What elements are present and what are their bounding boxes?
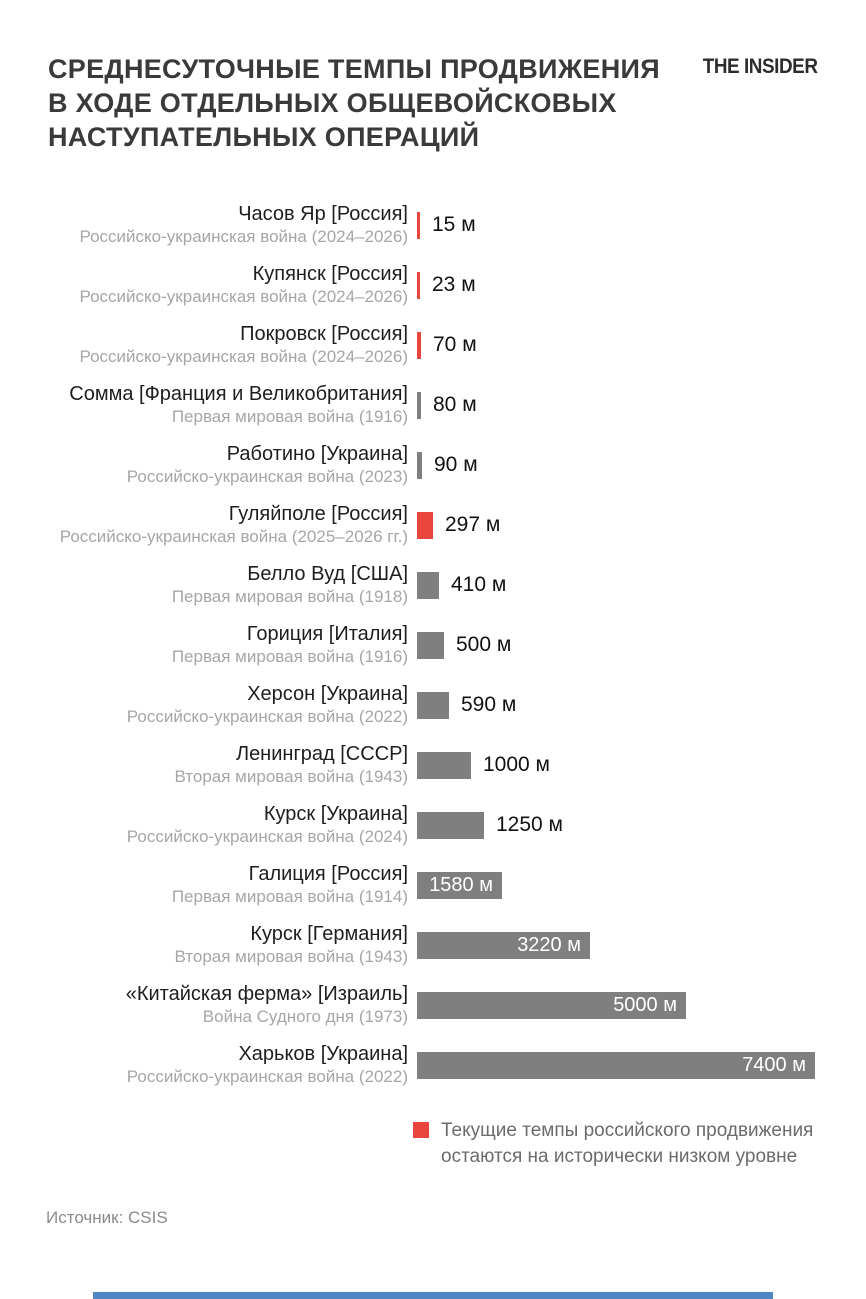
the-insider-logo: THE INSIDER [703, 55, 818, 78]
title-line: В ХОДЕ ОТДЕЛЬНЫХ ОБЩЕВОЙСКОВЫХ [48, 88, 617, 118]
chart-row [48, 922, 818, 968]
chart-row [48, 982, 818, 1028]
war-label: Российско-украинская война (2024–2026) [79, 347, 408, 366]
operation-name: Покровск [Россия] [240, 323, 408, 345]
operation-name: Часов Яр [Россия] [238, 203, 408, 225]
row-labels [48, 562, 408, 608]
war-label: Первая мировая война (1916) [171, 647, 408, 666]
legend-swatch [413, 1122, 429, 1138]
chart-row [48, 502, 818, 548]
value-bar: 5000 м [417, 992, 686, 1019]
operation-name: Гуляйполе [Россия] [228, 503, 408, 525]
page-title [48, 52, 668, 154]
value-bar [417, 812, 484, 839]
operation-name: Работино [Украина] [226, 443, 408, 465]
title-line: НАСТУПАТЕЛЬНЫХ ОПЕРАЦИЙ [48, 122, 480, 152]
legend-text-line: остаются на исторически низком уровне [441, 1146, 798, 1167]
operation-name: «Китайская ферма» [Израиль] [125, 983, 408, 1005]
value-label: 15 м [432, 213, 476, 236]
chart-row [48, 382, 818, 428]
bar-area [417, 862, 818, 908]
value-bar [417, 752, 471, 779]
row-labels [48, 862, 408, 908]
row-labels [48, 922, 408, 968]
value-bar [417, 212, 420, 239]
chart-row [48, 562, 818, 608]
bar-area [417, 562, 818, 608]
bar-area [417, 982, 818, 1028]
bar-area [417, 202, 818, 248]
war-label: Война Судного дня (1973) [202, 1007, 408, 1026]
legend-text-line: Текущие темпы российского продвижения [441, 1120, 814, 1141]
operation-name: Гориция [Италия] [246, 623, 408, 645]
operation-name: Галиция [Россия] [248, 863, 408, 885]
chart-row [48, 1042, 818, 1088]
war-label: Российско-украинская война (2024–2026) [79, 227, 408, 246]
chart-row [48, 862, 818, 908]
bar-area [417, 442, 818, 488]
value-bar [417, 632, 444, 659]
chart-row [48, 202, 818, 248]
operation-name: Сомма [Франция и Великобритания] [69, 383, 408, 405]
bar-area [417, 682, 818, 728]
chart-row [48, 682, 818, 728]
war-label: Российско-украинская война (2023) [126, 467, 408, 486]
value-bar: 7400 м [417, 1052, 815, 1079]
value-label: 410 м [451, 573, 507, 596]
value-bar [417, 572, 439, 599]
legend [413, 1118, 818, 1170]
war-label: Первая мировая война (1914) [171, 887, 408, 906]
bar-area [417, 502, 818, 548]
value-bar [417, 512, 433, 539]
row-labels [48, 442, 408, 488]
war-label: Вторая мировая война (1943) [174, 767, 408, 786]
row-labels [48, 322, 408, 368]
value-label: 90 м [434, 453, 478, 476]
operation-name: Херсон [Украина] [247, 683, 408, 705]
war-label: Первая мировая война (1918) [171, 587, 408, 606]
war-label: Российско-украинская война (2022) [126, 707, 408, 726]
bar-area [417, 262, 818, 308]
value-bar [417, 692, 449, 719]
row-labels [48, 502, 408, 548]
value-label: 590 м [461, 693, 517, 716]
value-label: 297 м [445, 513, 501, 536]
value-bar: 1580 м [417, 872, 502, 899]
chart-row [48, 262, 818, 308]
row-labels [48, 802, 408, 848]
operation-name: Харьков [Украина] [238, 1043, 408, 1065]
row-labels [48, 1042, 408, 1088]
row-labels [48, 202, 408, 248]
chart-row [48, 322, 818, 368]
source-note: Источник: CSIS [46, 1208, 168, 1227]
value-label: 1250 м [496, 813, 563, 836]
bar-area [417, 742, 818, 788]
legend-text [441, 1118, 813, 1170]
war-label: Российско-украинская война (2024–2026) [79, 287, 408, 306]
value-label: 500 м [456, 633, 512, 656]
row-labels [48, 742, 408, 788]
bar-chart [48, 202, 818, 1088]
bar-area [417, 802, 818, 848]
chart-row [48, 622, 818, 668]
bar-area [417, 382, 818, 428]
value-label: 1000 м [483, 753, 550, 776]
row-labels [48, 622, 408, 668]
bar-area [417, 322, 818, 368]
bar-area [417, 922, 818, 968]
value-label: 80 м [433, 393, 477, 416]
chart-row [48, 802, 818, 848]
value-bar [417, 392, 421, 419]
war-label: Российско-украинская война (2025–2026 гг.) [59, 527, 408, 546]
row-labels [48, 262, 408, 308]
operation-name: Купянск [Россия] [252, 263, 408, 285]
war-label: Первая мировая война (1916) [171, 407, 408, 426]
war-label: Вторая мировая война (1943) [174, 947, 408, 966]
value-bar [417, 272, 420, 299]
operation-name: Курск [Украина] [263, 803, 408, 825]
row-labels [48, 682, 408, 728]
header [48, 52, 818, 154]
value-bar: 3220 м [417, 932, 590, 959]
operation-name: Белло Вуд [США] [247, 563, 408, 585]
operation-name: Курск [Германия] [250, 923, 408, 945]
title-line: СРЕДНЕСУТОЧНЫЕ ТЕМПЫ ПРОДВИЖЕНИЯ [48, 54, 660, 84]
value-bar [417, 452, 422, 479]
chart-row [48, 442, 818, 488]
row-labels [48, 382, 408, 428]
war-label: Российско-украинская война (2024) [126, 827, 408, 846]
bar-rows [48, 202, 818, 1088]
bar-area [417, 622, 818, 668]
chart-row [48, 742, 818, 788]
value-label: 23 м [432, 273, 476, 296]
footer-accent-bar [93, 1292, 773, 1299]
war-label: Российско-украинская война (2022) [126, 1067, 408, 1086]
row-labels [48, 982, 408, 1028]
value-label: 70 м [433, 333, 477, 356]
value-bar [417, 332, 421, 359]
operation-name: Ленинград [СССР] [235, 743, 408, 765]
bar-area [417, 1042, 818, 1088]
